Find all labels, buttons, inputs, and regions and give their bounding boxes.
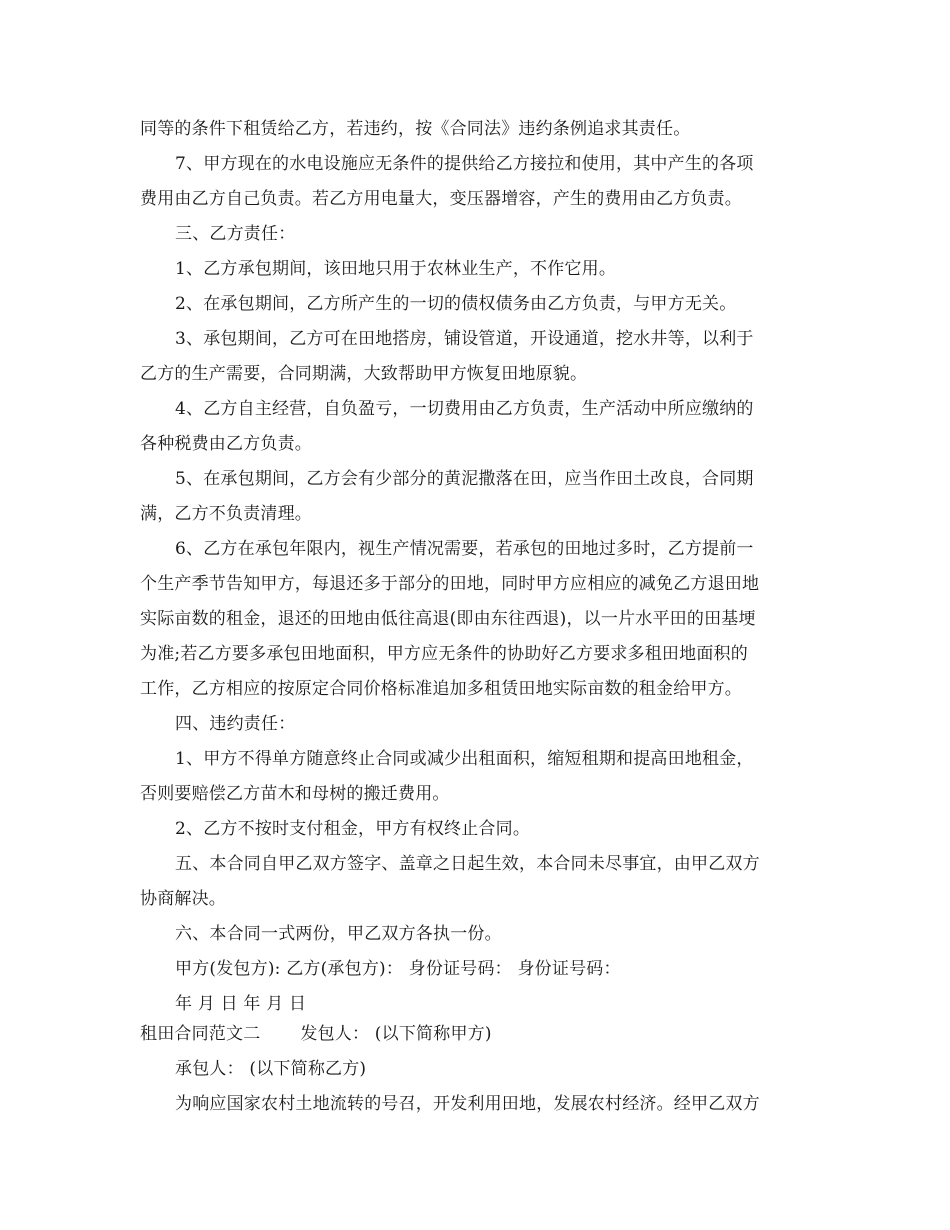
- text-line: 实际亩数的租金，退还的田地由低往高退(即由东往西退)，以一片水平田的田基埂: [140, 609, 756, 629]
- text-line: 乙方的生产需要，合同期满，大致帮助甲方恢复田地原貌。: [140, 364, 588, 384]
- text-line: 7、甲方现在的水电设施应无条件的提供给乙方接拉和使用，其中产生的各项: [175, 154, 754, 174]
- text-line: 为响应国家农村土地流转的号召，开发利用田地，发展农村经济。经甲乙双方: [175, 1094, 760, 1114]
- text-line: 满，乙方不负责清理。: [140, 504, 312, 524]
- text-line: 承包人： (以下简称乙方): [175, 1059, 367, 1079]
- text-line: 3、承包期间，乙方可在田地搭房，铺设管道，开设通道，挖水井等，以利于: [175, 329, 754, 349]
- text-line: 2、乙方不按时支付租金，甲方有权终止合同。: [175, 819, 531, 839]
- contract-title-line: 租田合同范文二 发包人： (以下简称甲方): [140, 1024, 492, 1044]
- text-line: 工作，乙方相应的按原定合同价格标准追加多租赁田地实际亩数的租金给甲方。: [140, 679, 742, 699]
- text-line: 否则要赔偿乙方苗木和母树的搬迁费用。: [140, 784, 450, 804]
- section-heading: 四、违约责任：: [175, 714, 296, 734]
- signature-line: 甲方(发包方): 乙方(承包方)： 身份证号码： 身份证号码：: [175, 959, 621, 979]
- text-line: 费用由乙方自己负责。若乙方用电量大，变压器增容，产生的费用由乙方负责。: [140, 189, 742, 209]
- text-line: 5、在承包期间，乙方会有少部分的黄泥撒落在田，应当作田土改良，合同期: [175, 469, 754, 489]
- text-line: 同等的条件下租赁给乙方，若违约，按《合同法》违约条例追求其责任。: [140, 119, 691, 139]
- text-line: 五、本合同自甲乙双方签字、盖章之日起生效，本合同未尽事宜，由甲乙双方: [175, 854, 760, 874]
- text-line: 1、甲方不得单方随意终止合同或减少出租面积，缩短租期和提高田地租金，: [175, 749, 754, 769]
- text-line: 2、在承包期间，乙方所产生的一切的债权债务由乙方负责，与甲方无关。: [175, 294, 737, 314]
- text-line: 4、乙方自主经营，自负盈亏，一切费用由乙方负责，生产活动中所应缴纳的: [175, 399, 754, 419]
- date-line: 年 月 日 年 月 日: [175, 994, 307, 1014]
- text-line: 六、本合同一式两份，甲乙双方各执一份。: [175, 924, 502, 944]
- section-heading: 三、乙方责任：: [175, 224, 296, 244]
- text-line: 协商解决。: [140, 889, 226, 909]
- text-line: 为准;若乙方要多承包田地面积，甲方应无条件的协助好乙方要求多租田地面积的: [140, 644, 748, 664]
- text-line: 个生产季节告知甲方，每退还多于部分的田地，同时甲方应相应的减免乙方退田地: [140, 574, 760, 594]
- text-line: 各种税费由乙方负责。: [140, 434, 312, 454]
- text-line: 6、乙方在承包年限内，视生产情况需要，若承包的田地过多时，乙方提前一: [175, 539, 754, 559]
- text-line: 1、乙方承包期间，该田地只用于农林业生产，不作它用。: [175, 259, 617, 279]
